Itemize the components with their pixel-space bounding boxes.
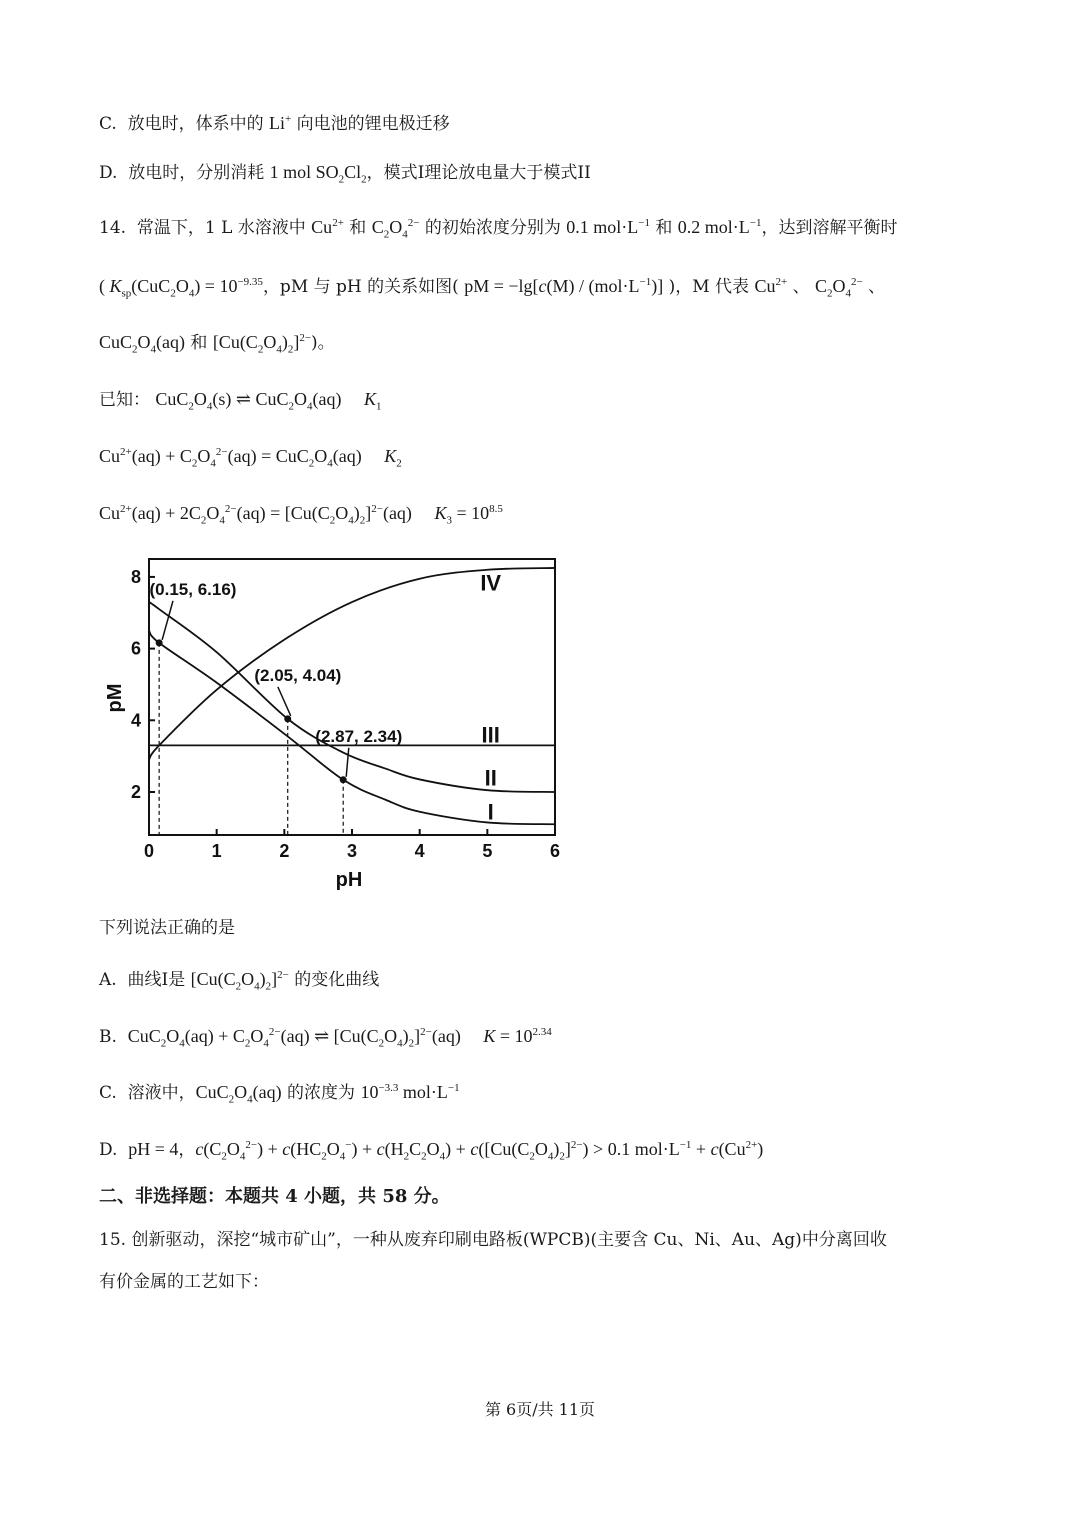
known-equation-3: $Cu^{2+}(aq) + 2C_2O_4^{2-}(aq) = [Cu(C_2O_4)_2]^{2-}(aq)$ $K_3 = 10^{8.5}$ — [99, 503, 503, 527]
x-tick-label: 5 — [482, 841, 493, 861]
point-annotation: (2.87, 2.34) — [315, 726, 403, 746]
y-tick-label: 6 — [130, 638, 141, 659]
option-a-14: A. 曲线I是 $[Cu(C_2O_4)_2]^{2-}$ 的变化曲线 — [99, 969, 380, 993]
question-15-line1: 15. 创新驱动，深挖“城市矿山”，一种从废弃印刷电路板(WPCB)(主要含 Cu、Ni、Au、Ag)中分离回收 — [99, 1230, 887, 1250]
curve-II — [149, 602, 555, 792]
option-d-line: D. 放电时，分别消耗 1 mol $SO_2Cl_2$，模式I理论放电量大于模式II — [99, 162, 591, 186]
page-footer: 第 6页/共 11页 — [484, 1400, 596, 1419]
question-14-line1: 14. 常温下，1 L 水溶液中 $Cu^{2+}$ 和 $C_2O_4^{2-}$ 的初始浓度分别为 0.1 $mol\cdot L^{-1}$ 和 0.2 $mol\cdot L^{-1}$，达到溶解平衡时 — [99, 217, 898, 241]
known-equation-1: 已知： $CuC_2O_4(s)$ ⇌ $CuC_2O_4(aq)$ $K_1$ — [99, 389, 382, 413]
question-14-line2: ( $K_{sp}(CuC_2O_4) = 10^{-9.35}$，pM 与 pH 的关系如图( pM = $-\lg[c(M) / (mol\cdot L^{-1})]$ )，M 代表 $Cu^{2+}$ 、 $C_2O_4^{2-}$ 、 — [99, 276, 886, 300]
option-b-14: B. $CuC_2O_4(aq) + C_2O_4^{2-}(aq)$ ⇌ $[Cu(C_2O_4)_2]^{2-}(aq)$ $K = 10^{2.34}$ — [99, 1026, 552, 1050]
x-tick-label: 1 — [211, 841, 222, 861]
data-point — [340, 776, 347, 783]
y-axis-label: pM — [104, 683, 126, 713]
data-point — [284, 715, 291, 722]
y-tick-label: 8 — [130, 566, 141, 587]
pm-ph-chart — [99, 548, 579, 898]
option-c-14: C. 溶液中，$CuC_2O_4(aq)$ 的浓度为 $10^{-3.3}$ $mol\cdot L^{-1}$ — [99, 1082, 460, 1106]
y-tick-label: 2 — [130, 781, 141, 802]
x-tick-label: 4 — [414, 841, 425, 861]
curves — [149, 568, 555, 825]
curve-label-III: III — [481, 722, 500, 748]
option-c-line: C. 放电时，体系中的 Li+ 向电池的锂电极迁移 — [99, 113, 450, 134]
plot-frame — [149, 559, 555, 835]
curve-label-IV: IV — [480, 570, 502, 596]
annotation-arrow — [162, 601, 173, 640]
question-14-line3: $CuC_2O_4(aq)$ 和 $[Cu(C_2O_4)_2]^{2-}$)。 — [99, 332, 335, 356]
curve-label-I: I — [487, 799, 494, 825]
question-prompt: 下列说法正确的是 — [99, 918, 235, 938]
known-equation-2: $Cu^{2+}(aq) + C_2O_4^{2-}(aq) = CuC_2O_4(aq)$ $K_2$ — [99, 446, 402, 470]
question-15-line2: 有价金属的工艺如下： — [99, 1272, 269, 1292]
curve-label-II: II — [484, 765, 497, 791]
point-annotation: (2.05, 4.04) — [254, 665, 342, 685]
x-tick-label: 3 — [346, 841, 358, 861]
annotation-arrow — [346, 748, 349, 777]
section-two-heading: 二、非选择题：本题共 4 小题，共 58 分。 — [99, 1186, 450, 1207]
marked-points — [150, 580, 403, 783]
option-d-14: D. pH = 4，$c(C_2O_4^{2-}) + c(HC_2O_4^-) + c(H_2C_2O_4) + c([Cu(C_2O_4)_2]^{2-}) > 0.1$ $mol\cdot L^{-1} + c(Cu^{2+})$ — [99, 1139, 764, 1163]
x-tick-label: 6 — [549, 841, 561, 861]
x-tick-label: 0 — [143, 841, 155, 861]
x-axis-label: pH — [335, 869, 363, 891]
data-point — [156, 639, 163, 646]
x-tick-label: 2 — [279, 841, 290, 861]
axis-ticks — [131, 567, 560, 861]
point-annotation: (0.15, 6.16) — [149, 579, 237, 599]
y-tick-label: 4 — [130, 710, 141, 731]
